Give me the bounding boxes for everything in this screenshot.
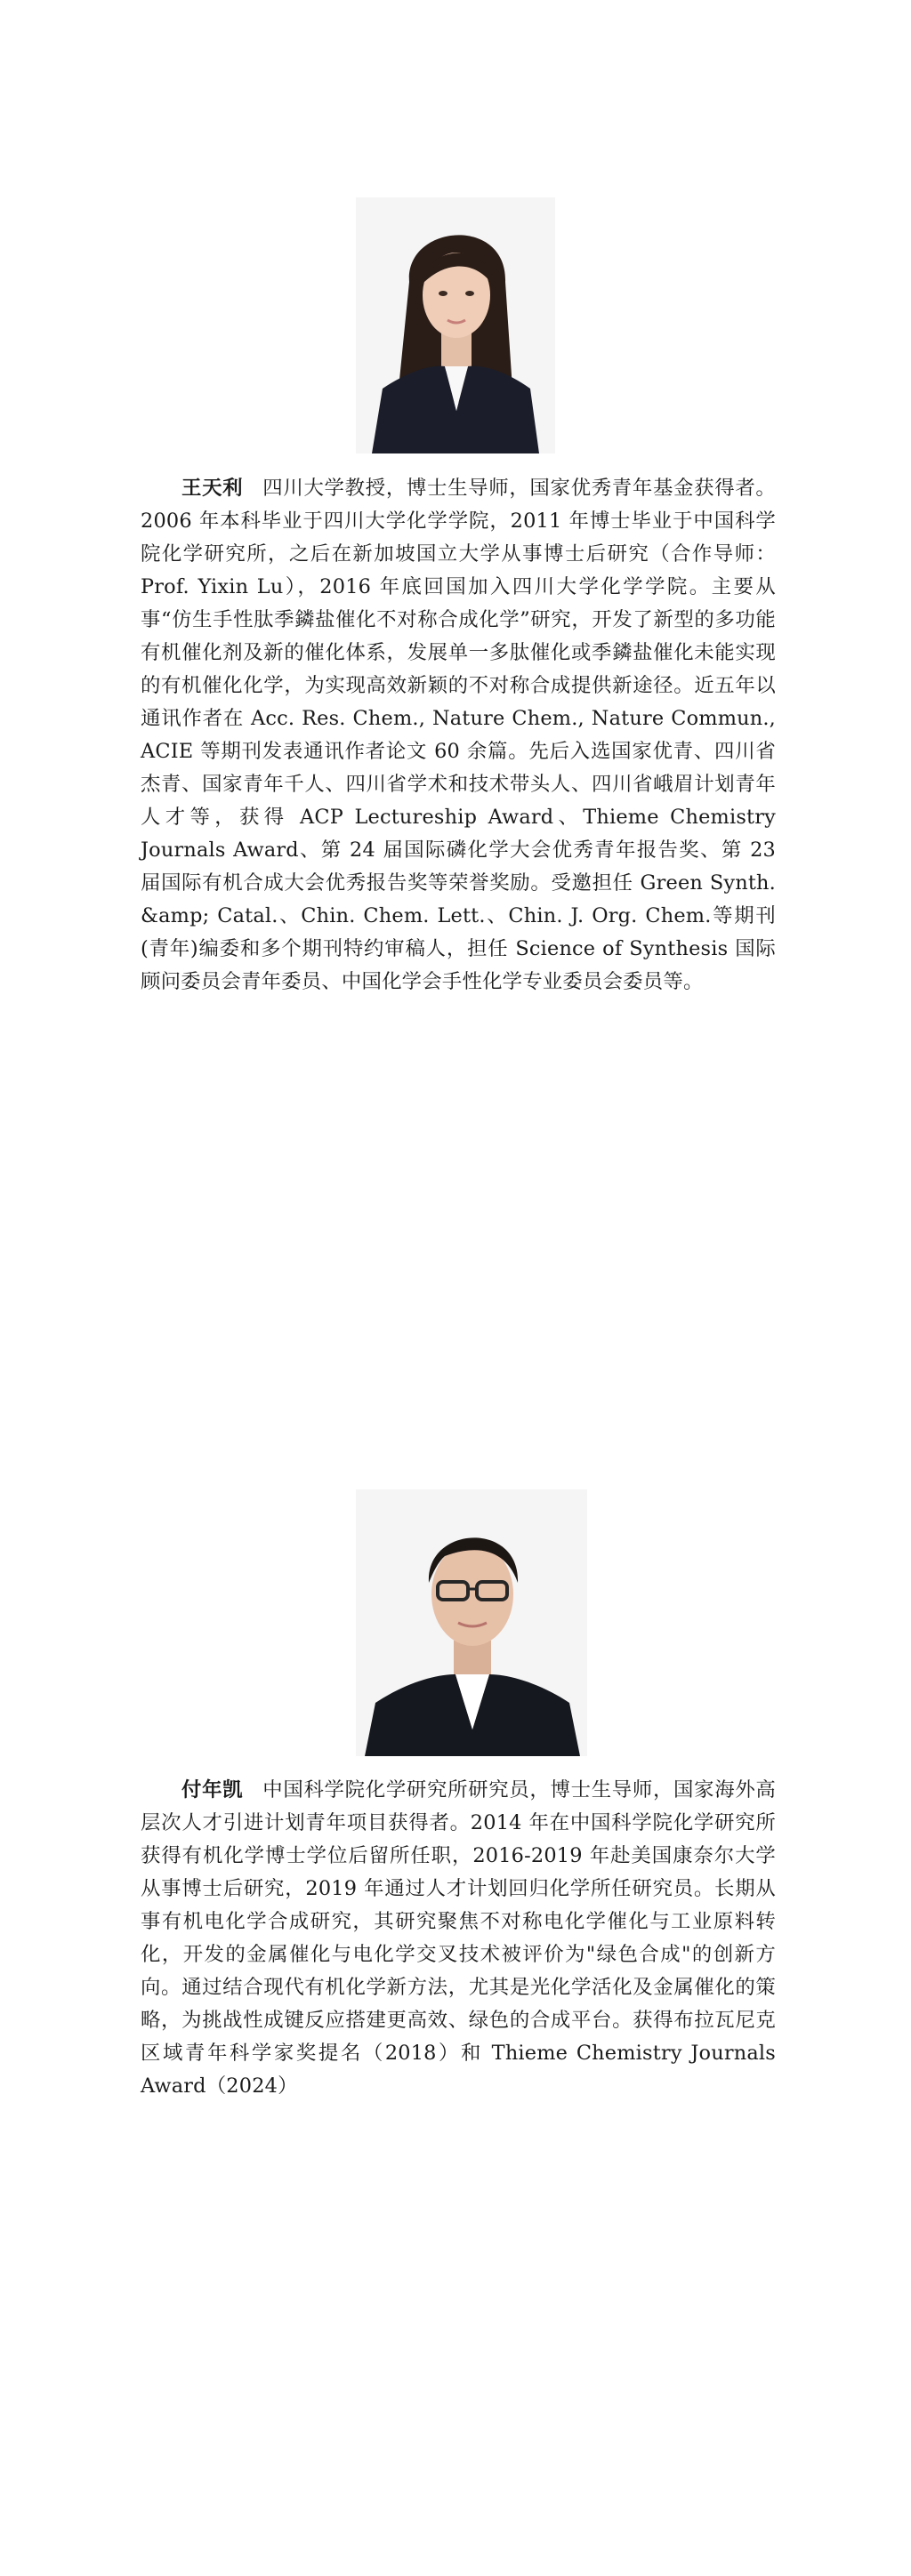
portrait-photo-2 bbox=[356, 1489, 587, 1756]
bio-paragraph-2 bbox=[141, 1774, 776, 2103]
bio-paragraph-1 bbox=[141, 472, 776, 999]
person-name-1: 王天利 bbox=[181, 477, 244, 500]
bio-text-1: 四川大学教授，博士生导师，国家优秀青年基金获得者。2006 年本科毕业于四川大学化学学院，2011 年博士毕业于中国科学院化学研究所，之后在新加坡国立大学从事博士后研究（合作导师：Prof. Yixin Lu），2016 年底回国加入四川大学化学学院。主要从事“仿生手性肽季鏻盐催化不对称合成化学”研究，开发了新型的多功能有机催化剂及新的催化体系，发展单一多肽催化或季鏻盐催化未能实现的有机催化化学，为实现高效新颖的不对称合成提供新途径。近五年以通讯作者在 Acc. Res. Chem., Nature Chem., Nature Commun., ACIE 等期刊发表通讯作者论文 60 余篇。先后入选国家优青、四川省杰青、国家青年千人、四川省学术和技术带头人、四川省峨眉计划青年人才等，获得 ACP Lectureship Award、Thieme Chemistry Journals Award、第 24 届国际磷化学大会优秀青年报告奖、第 23 届国际有机合成大会优秀报告奖等荣誉奖励。受邀担任 Green Synth. &amp; Catal.、Chin. Chem. Lett.、Chin. J. Org. Chem.等期刊(青年)编委和多个期刊特约审稿人，担任 Science of Synthesis 国际顾问委员会青年委员、中国化学会手性化学专业委员会委员等。 bbox=[141, 477, 777, 993]
bio-text-2: 中国科学院化学研究所研究员，博士生导师，国家海外高层次人才引进计划青年项目获得者。2014 年在中国科学院化学研究所获得有机化学博士学位后留所任职，2016-2019 年赴美国康奈尔大学从事博士后研究，2019 年通过人才计划回归化学所任研究员。长期从事有机电化学合成研究，其研究聚焦不对称电化学催化与工业原料转化，开发的金属催化与电化学交叉技术被评价为"绿色合成"的创新方向。通过结合现代有机化学新方法，尤其是光化学活化及金属催化的策略，为挑战性成键反应搭建更高效、绿色的合成平台。获得布拉瓦尼克区域青年科学家奖提名（2018）和 Thieme Chemistry Journals Award（2024） bbox=[141, 1778, 777, 2098]
person-name-2: 付年凯 bbox=[181, 1778, 244, 1802]
portrait-photo-1 bbox=[356, 197, 555, 453]
